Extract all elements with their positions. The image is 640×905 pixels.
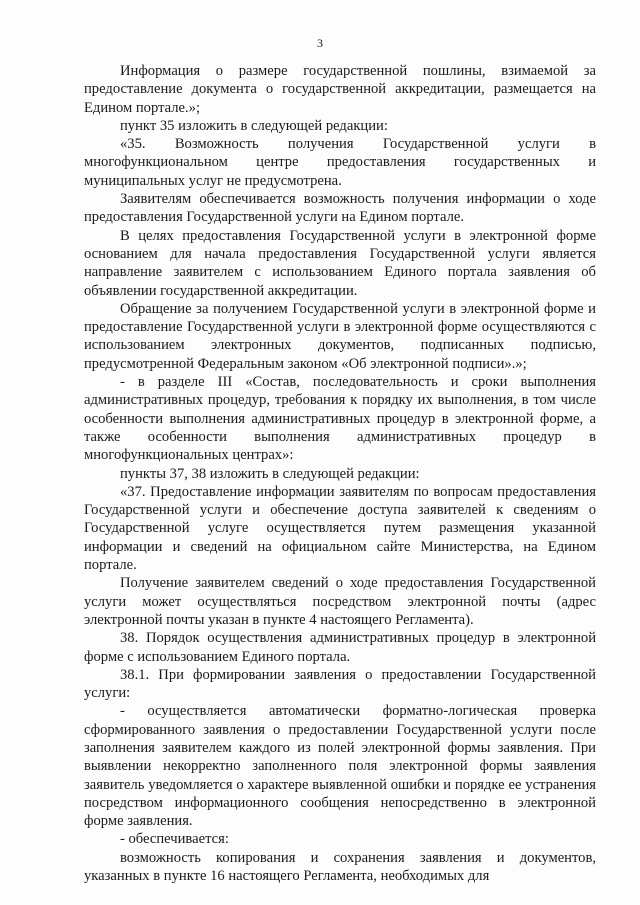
paragraph-point-35-intro: пункт 35 изложить в следующей редакции:: [120, 117, 388, 134]
paragraph-point-38-1: 38.1. При формировании заявления о предоставлении Государственной услуги:: [84, 666, 596, 702]
page-number: 3: [317, 36, 323, 50]
paragraph-point-35: «35. Возможность получения Государственной услуги в многофункциональном центре предоставления государственных и муниципальных услуг не предусмотрена.: [84, 136, 596, 189]
paragraph-fee-info: Информация о размере государственной пошлины, взимаемой за предоставление документа о государственной аккредитации, размещается на Едином портале.»;: [84, 63, 596, 116]
paragraph-provided: - обеспечивается:: [120, 831, 229, 848]
paragraph-format-check: - осуществляется автоматически форматно-логическая проверка сформированного заявления о предоставлении Государственной услуги после заполнения заявителем каждого из полей электронной формы заявления. При выявлении некорректно заполненного поля электронной формы заявления заявитель уведомляется о характере выявленной ошибки и порядке ее устранения посредством информационного сообщения непосредственно в электронной форме заявления.: [84, 703, 596, 830]
document-body: [84, 62, 596, 885]
paragraph-point-37: «37. Предоставление информации заявителям по вопросам предоставления Государственной услуги и обеспечение доступа заявителей к сведениям о Государственной услуге осуществляется путем размещения указанной информации и сведений на официальном сайте Министерства, на Едином портале.: [84, 483, 596, 574]
paragraph-email-info: Получение заявителем сведений о ходе предоставления Государственной услуги может осуществляться посредством электронной почты (адрес электронной почты указан в пункте 4 настоящего Регламента).: [84, 575, 596, 628]
paragraph-electronic-request: Обращение за получением Государственной услуги в электронной форме и предоставление Государственной услуги в электронной форме осуществляются с использованием электронных документов, подписанных подписью, предусмотренной Федеральным законом «Об электронной подписи».»;: [84, 300, 596, 372]
paragraph-copy-save: возможность копирования и сохранения заявления и документов, указанных в пункте 16 настоящего Регламента, необходимых для: [84, 849, 596, 885]
paragraph-section-3: - в разделе III «Состав, последовательность и сроки выполнения административных процедур, требования к порядку их выполнения, в том числе особенности выполнения административных процедур в электронной форме, а также особенности выполнения административных процедур в многофункциональных центрах»:: [84, 374, 596, 464]
paragraph-point-38: 38. Порядок осуществления административных процедур в электронной форме с использованием Единого портала.: [84, 630, 596, 665]
paragraph-progress-info: Заявителям обеспечивается возможность получения информации о ходе предоставления Государственной услуги на Едином портале.: [84, 191, 596, 226]
paragraph-points-37-38-intro: пункты 37, 38 изложить в следующей редакции:: [120, 465, 420, 482]
paragraph-electronic-basis: В целях предоставления Государственной услуги в электронной форме основанием для начала предоставления Государственной услуги является направление заявителем с использованием Единого портала заявления об объявлении государственной аккредитации.: [84, 227, 596, 299]
